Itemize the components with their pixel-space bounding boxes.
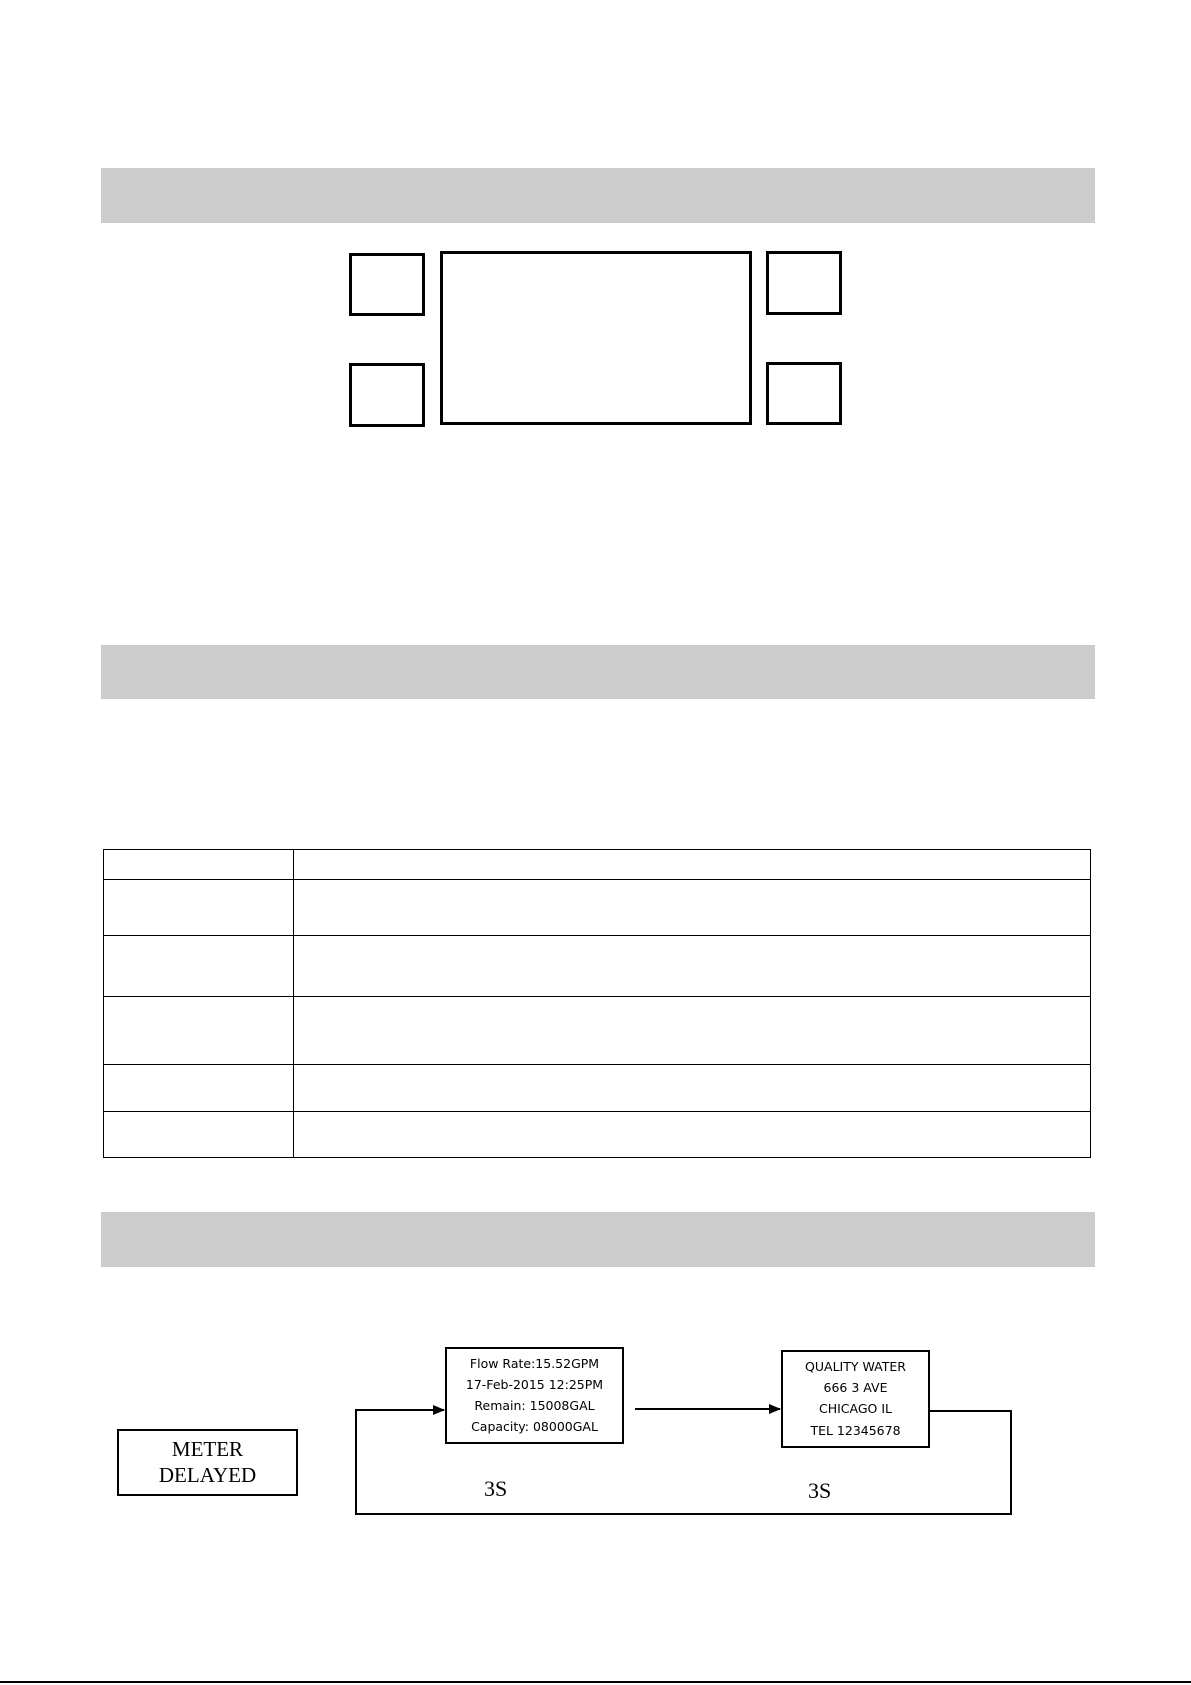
panel-button-bottom-right <box>766 362 842 425</box>
page-bottom-rule <box>0 1681 1191 1683</box>
status-line: Capacity: 08000GAL <box>471 1418 598 1434</box>
table-cell <box>104 850 294 880</box>
table-cell <box>294 1112 1091 1158</box>
table-row <box>104 936 1091 997</box>
lcd-display <box>440 251 752 425</box>
interval-label-2: 3S <box>808 1478 832 1503</box>
meter-line-2: DELAYED <box>158 1462 257 1487</box>
table-header-row <box>104 850 1091 880</box>
table-cell <box>104 1065 294 1112</box>
table-cell <box>104 997 294 1065</box>
interval-label-1: 3S <box>484 1476 508 1501</box>
table-cell <box>294 850 1091 880</box>
meter-line-1: METER <box>171 1437 244 1462</box>
dealer-info-screen <box>781 1350 930 1448</box>
panel-button-top-right <box>766 251 842 315</box>
status-screen <box>445 1347 624 1444</box>
table-row <box>104 1065 1091 1112</box>
table-row <box>104 1112 1091 1158</box>
dealer-line: 666 3 AVE <box>823 1380 888 1396</box>
function-table <box>103 849 1091 1158</box>
table-cell <box>294 936 1091 997</box>
dealer-line: TEL 12345678 <box>810 1422 901 1438</box>
meter-delayed-display <box>117 1429 298 1496</box>
table-cell <box>104 880 294 936</box>
status-line: 17-Feb-2015 12:25PM <box>465 1376 604 1392</box>
section-band-1 <box>101 168 1095 223</box>
table-cell <box>104 1112 294 1158</box>
table-cell <box>294 997 1091 1065</box>
panel-button-bottom-left <box>349 363 425 427</box>
dealer-line: CHICAGO IL <box>818 1401 893 1417</box>
table-cell <box>294 880 1091 936</box>
table-row <box>104 997 1091 1065</box>
section-band-2 <box>101 645 1095 699</box>
table-row <box>104 880 1091 936</box>
dealer-line: QUALITY WATER <box>805 1358 906 1374</box>
section-band-3 <box>101 1212 1095 1267</box>
table-cell <box>294 1065 1091 1112</box>
panel-button-top-left <box>349 253 425 316</box>
status-line: Remain: 15008GAL <box>474 1397 595 1413</box>
table-cell <box>104 936 294 997</box>
status-line: Flow Rate:15.52GPM <box>469 1355 600 1371</box>
